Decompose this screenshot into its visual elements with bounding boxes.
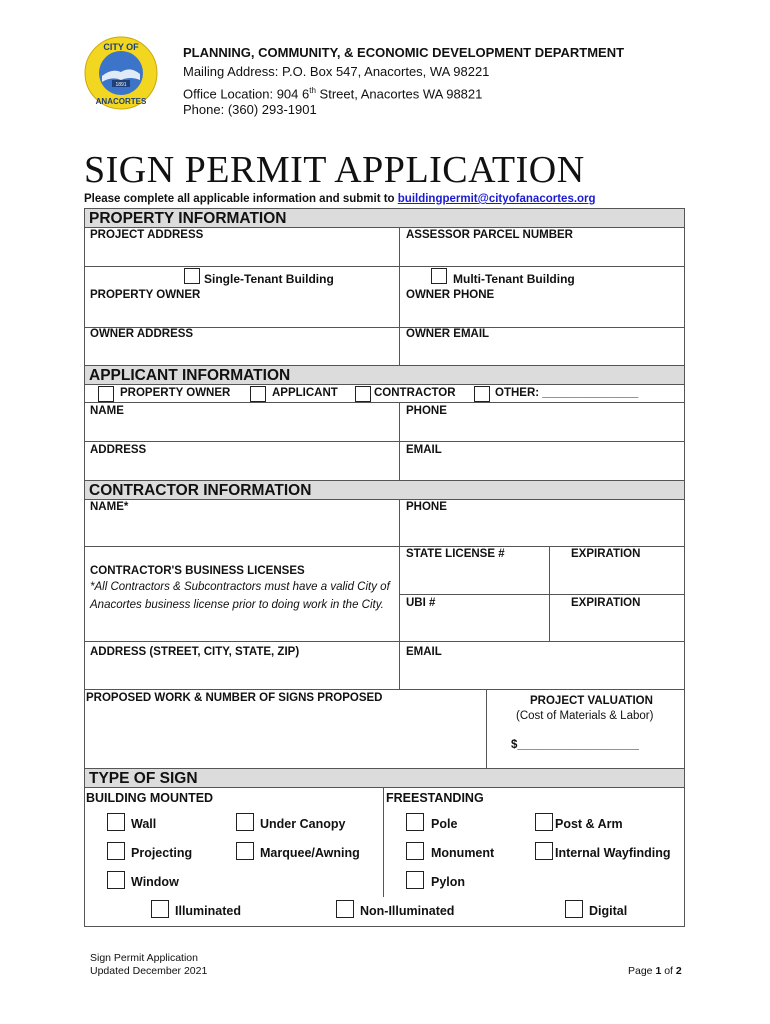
footer-updated: Updated December 2021 — [90, 965, 208, 977]
submit-email-link[interactable]: buildingpermit@cityofanacortes.org — [397, 193, 596, 205]
single-tenant-checkbox[interactable] — [184, 268, 200, 284]
wall-checkbox[interactable] — [107, 813, 125, 831]
business-licenses-label: CONTRACTOR'S BUSINESS LICENSES — [90, 565, 305, 577]
internal-wayfinding-checkbox[interactable] — [535, 842, 553, 860]
digital-label: Digital — [589, 904, 628, 918]
state-license-label: STATE LICENSE # — [406, 548, 505, 560]
projecting-checkbox[interactable] — [107, 842, 125, 860]
applicant-address-label: ADDRESS — [90, 444, 147, 456]
city-seal — [84, 36, 158, 110]
footer-doc-name: Sign Permit Application — [90, 952, 198, 964]
projecting-label: Projecting — [131, 846, 193, 860]
ubi-label: UBI # — [406, 597, 436, 609]
non-illuminated-checkbox[interactable] — [336, 900, 354, 918]
wall-label: Wall — [131, 817, 157, 831]
contractor-phone-label: PHONE — [406, 501, 447, 513]
svg-text:ANACORTES: ANACORTES — [95, 97, 147, 106]
instructions: Please complete all applicable information and submit to buildingpermit@cityofanacortes.org — [84, 193, 596, 205]
applicant-name-label: NAME — [90, 405, 124, 417]
contractor-address-label: ADDRESS (STREET, CITY, STATE, ZIP) — [90, 646, 300, 658]
role-applicant-label: APPLICANT — [272, 387, 338, 399]
pole-label: Pole — [431, 817, 458, 831]
owner-address-label: OWNER ADDRESS — [90, 328, 194, 340]
valuation-input-line[interactable]: $___________________ — [511, 739, 639, 751]
under-canopy-label: Under Canopy — [260, 817, 346, 831]
applicant-section-heading: APPLICANT INFORMATION — [84, 365, 685, 385]
mailing-address: Mailing Address: P.O. Box 547, Anacortes, WA 98221 — [183, 64, 490, 79]
post-arm-label: Post & Arm — [555, 817, 623, 831]
role-applicant-checkbox[interactable] — [250, 386, 266, 402]
building-mounted-label: BUILDING MOUNTED — [86, 791, 214, 805]
role-contractor-checkbox[interactable] — [355, 386, 371, 402]
window-checkbox[interactable] — [107, 871, 125, 889]
page-indicator: Page 1 of 2 — [628, 965, 682, 977]
ubi-expiration-label: EXPIRATION — [571, 597, 641, 609]
marquee-label: Marquee/Awning — [260, 846, 360, 860]
property-owner-label: PROPERTY OWNER — [90, 289, 201, 301]
license-note: *All Contractors & Subcontractors must have a valid City of Anacortes business license prior to doing work in the City. — [90, 581, 390, 611]
contractor-email-label: EMAIL — [406, 646, 442, 658]
role-property-owner-checkbox[interactable] — [98, 386, 114, 402]
pylon-label: Pylon — [431, 875, 466, 889]
applicant-email-label: EMAIL — [406, 444, 442, 456]
valuation-note: (Cost of Materials & Labor) — [516, 710, 654, 722]
post-arm-checkbox[interactable] — [535, 813, 553, 831]
proposed-work-label: PROPOSED WORK & NUMBER OF SIGNS PROPOSED — [86, 692, 383, 704]
sign-type-section-heading: TYPE OF SIGN — [84, 768, 685, 788]
digital-checkbox[interactable] — [565, 900, 583, 918]
page-title: SIGN PERMIT APPLICATION — [84, 149, 585, 191]
assessor-parcel-label: ASSESSOR PARCEL NUMBER — [406, 229, 573, 241]
non-illuminated-label: Non-Illuminated — [360, 904, 455, 918]
role-property-owner-label: PROPERTY OWNER — [120, 387, 231, 399]
monument-label: Monument — [431, 846, 495, 860]
svg-text:CITY OF: CITY OF — [103, 42, 139, 52]
applicant-phone-label: PHONE — [406, 405, 447, 417]
state-license-expiration-label: EXPIRATION — [571, 548, 641, 560]
freestanding-label: FREESTANDING — [386, 791, 484, 805]
role-contractor-label: CONTRACTOR — [374, 387, 456, 399]
role-other-checkbox[interactable] — [474, 386, 490, 402]
multi-tenant-label: Multi-Tenant Building — [453, 272, 575, 286]
under-canopy-checkbox[interactable] — [236, 813, 254, 831]
property-section-heading: PROPERTY INFORMATION — [84, 208, 685, 228]
department-name: PLANNING, COMMUNITY, & ECONOMIC DEVELOPMENT DEPARTMENT — [183, 45, 625, 60]
single-tenant-label: Single-Tenant Building — [204, 272, 334, 286]
monument-checkbox[interactable] — [406, 842, 424, 860]
multi-tenant-checkbox[interactable] — [431, 268, 447, 284]
project-address-label: PROJECT ADDRESS — [90, 229, 204, 241]
pylon-checkbox[interactable] — [406, 871, 424, 889]
contractor-section-heading: CONTRACTOR INFORMATION — [84, 480, 685, 500]
illuminated-checkbox[interactable] — [151, 900, 169, 918]
phone-number: Phone: (360) 293-1901 — [183, 102, 317, 117]
pole-checkbox[interactable] — [406, 813, 424, 831]
owner-email-label: OWNER EMAIL — [406, 328, 490, 340]
illuminated-label: Illuminated — [175, 904, 241, 918]
window-label: Window — [131, 875, 179, 889]
owner-phone-label: OWNER PHONE — [406, 289, 495, 301]
role-other-label: OTHER: _______________ — [495, 387, 639, 399]
internal-wayfinding-label: Internal Wayfinding — [555, 846, 671, 860]
project-valuation-label: PROJECT VALUATION — [530, 695, 653, 707]
office-location: Office Location: 904 6th Street, Anacortes WA 98821 — [183, 86, 483, 102]
svg-text:1891: 1891 — [115, 82, 127, 88]
marquee-checkbox[interactable] — [236, 842, 254, 860]
contractor-name-label: NAME* — [90, 501, 129, 513]
